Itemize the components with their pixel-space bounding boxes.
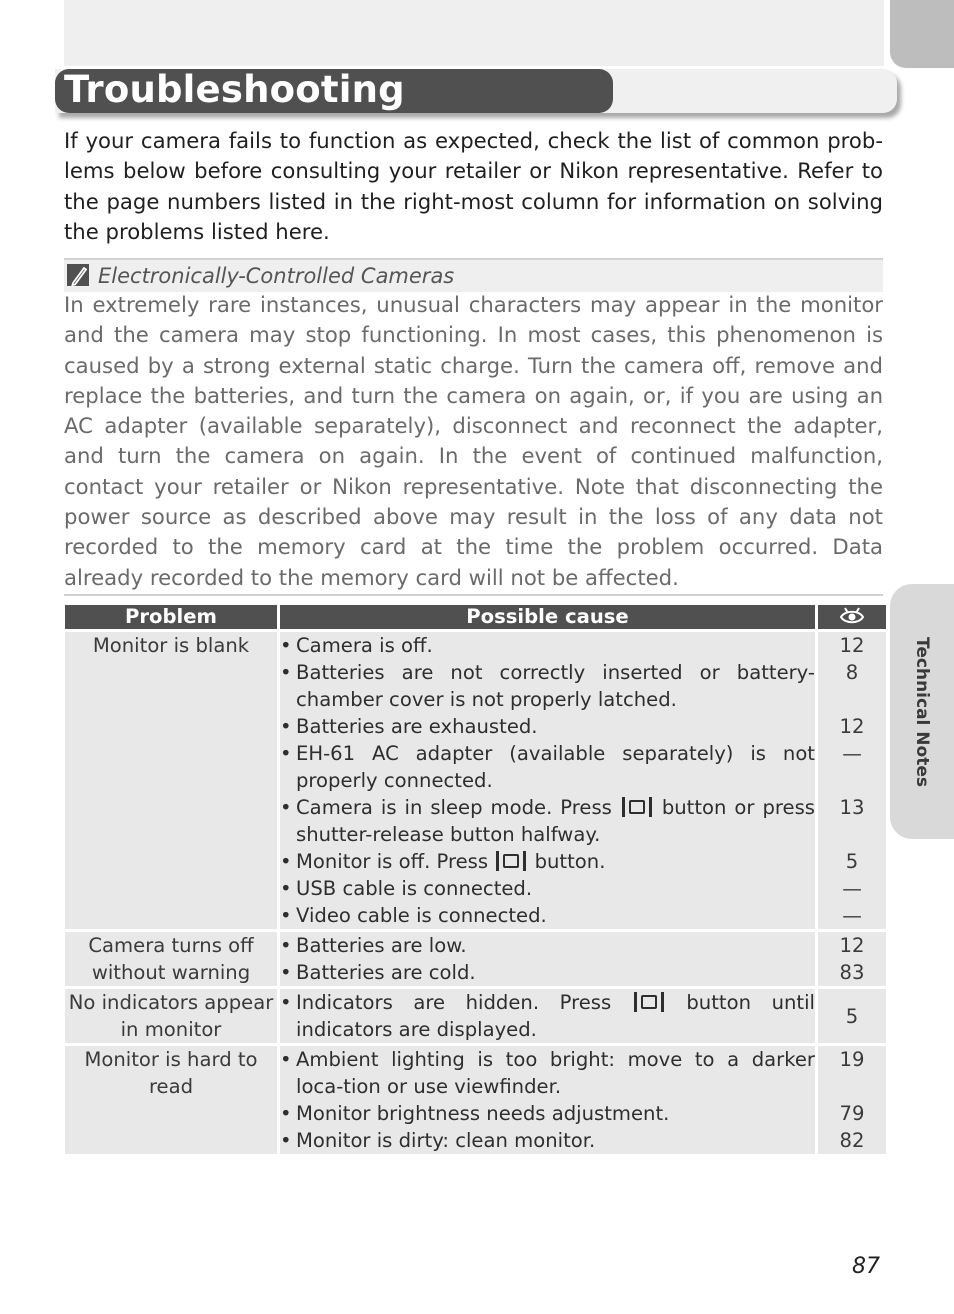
cause-item — [280, 1100, 815, 1127]
monitor-button-icon — [622, 797, 652, 817]
cause-item — [280, 848, 815, 875]
cause-text: Monitor is off. Press — [296, 850, 489, 873]
corner-tab — [890, 0, 954, 68]
bullet: • — [280, 715, 292, 738]
cause-text: Indicators are hidden. Press — [296, 991, 612, 1014]
cause-text: Monitor brightness needs adjustment. — [296, 1102, 670, 1125]
monitor-button-icon — [634, 992, 664, 1012]
cause-text: button until indicators are displayed. — [296, 991, 815, 1041]
cause-item — [280, 740, 815, 794]
table-row — [65, 932, 886, 986]
page-ref: — — [842, 742, 862, 765]
cause-text: Ambient lighting is too bright: move to a darker loca-tion or use viewfinder. — [296, 1048, 815, 1098]
causes-cell — [280, 989, 815, 1043]
page-title: Troubleshooting — [64, 68, 405, 111]
intro-paragraph: If your camera fails to function as expected, check the list of common prob-lems below before consulting your retailer or Nikon representative. Refer to the page numbers listed in the right-most column for information on solving the problems listed here. — [64, 128, 883, 244]
cause-text: button or press shutter-release button halfway. — [296, 796, 815, 846]
pages-cell — [818, 1046, 886, 1154]
pages-cell — [818, 989, 886, 1043]
table-row — [65, 632, 886, 929]
page-ref: 19 — [839, 1048, 865, 1071]
bullet: • — [280, 1048, 292, 1071]
page-ref: 82 — [839, 1129, 865, 1152]
cause-text: Batteries are low. — [296, 934, 467, 957]
cause-item — [280, 875, 815, 902]
cause-text: button. — [534, 850, 606, 873]
causes-cell — [280, 632, 815, 929]
page-ref: 12 — [839, 634, 865, 657]
cause-item — [280, 713, 815, 740]
page-ref: — — [842, 904, 862, 927]
cause-text: USB cable is connected. — [296, 877, 533, 900]
cause-item — [280, 794, 815, 848]
bullet: • — [280, 850, 292, 873]
cause-item — [280, 902, 815, 929]
note-divider — [64, 594, 883, 596]
bullet: • — [280, 934, 292, 957]
note-header — [64, 258, 883, 292]
bullet: • — [280, 661, 292, 684]
monitor-button-icon — [496, 851, 526, 871]
bullet: • — [280, 904, 292, 927]
problem-cell: Monitor is hard to read — [65, 1046, 277, 1154]
problem-cell: No indicators appear in monitor — [65, 989, 277, 1043]
page-number: 87 — [852, 1254, 880, 1279]
eye-icon — [839, 605, 865, 628]
cause-text: EH-61 AC adapter (available separately) is not properly connected. — [296, 742, 815, 792]
pencil-icon — [67, 264, 89, 286]
cause-item — [280, 959, 815, 986]
cause-item — [280, 932, 815, 959]
table-header-row — [65, 605, 886, 629]
cause-item — [280, 989, 815, 1043]
bullet: • — [280, 796, 292, 819]
note-title: Electronically-Controlled Cameras — [98, 264, 455, 288]
bullet: • — [280, 634, 292, 657]
problem-cell: Camera turns off without warning — [65, 932, 277, 986]
header-page — [818, 605, 886, 629]
cause-item — [280, 632, 815, 659]
cause-item — [280, 659, 815, 713]
page-ref: 8 — [845, 661, 859, 684]
causes-cell — [280, 1046, 815, 1154]
cause-text: Batteries are exhausted. — [296, 715, 538, 738]
page-ref: 83 — [839, 961, 865, 984]
pages-cell — [818, 932, 886, 986]
cause-item — [280, 1127, 815, 1154]
cause-item — [280, 1046, 815, 1100]
table-row — [65, 989, 886, 1043]
cause-text: Video cable is connected. — [296, 904, 547, 927]
bullet: • — [280, 877, 292, 900]
page-ref: 12 — [839, 715, 865, 738]
header-problem: Problem — [65, 605, 277, 629]
cause-text: Monitor is dirty: clean monitor. — [296, 1129, 596, 1152]
troubleshooting-table — [62, 602, 889, 1157]
top-band — [64, 0, 884, 66]
bullet: • — [280, 991, 292, 1014]
problem-cell: Monitor is blank — [65, 632, 277, 929]
page-ref: — — [842, 877, 862, 900]
page-ref: 12 — [839, 934, 865, 957]
note-body: In extremely rare instances, unusual characters may appear in the monitor and the camera may stop functioning. In most cases, this phenomenon is caused by a strong external static charge. Turn the camera off, remove and replace the batteries, and turn the camera on again, or, if you are using an AC adapter (available separately), disconnect and reconnect the adapter, and turn the camera on again. In the event of continued malfunction, contact your retailer or Nikon representative. Note that disconnecting the power source as described above may result in the loss of any data not recorded to the memory card at the time the problem occurred. Data already recorded to the memory card will not be affected. — [64, 292, 883, 590]
cause-text: Camera is in sleep mode. Press — [296, 796, 612, 819]
table-row — [65, 1046, 886, 1154]
causes-cell — [280, 932, 815, 986]
bullet: • — [280, 1102, 292, 1125]
bullet: • — [280, 961, 292, 984]
page-ref: 5 — [845, 1004, 859, 1028]
bullet: • — [280, 1129, 292, 1152]
cause-text: Batteries are not correctly inserted or battery-chamber cover is not properly latched. — [296, 661, 815, 711]
header-cause: Possible cause — [280, 605, 815, 629]
cause-text: Batteries are cold. — [296, 961, 476, 984]
page-ref: 13 — [839, 796, 865, 819]
page-ref: 5 — [845, 850, 859, 873]
pages-cell — [818, 632, 886, 929]
bullet: • — [280, 742, 292, 765]
page-ref: 79 — [839, 1102, 865, 1125]
cause-text: Camera is off. — [296, 634, 433, 657]
section-tab-label: Technical Notes — [912, 637, 932, 787]
